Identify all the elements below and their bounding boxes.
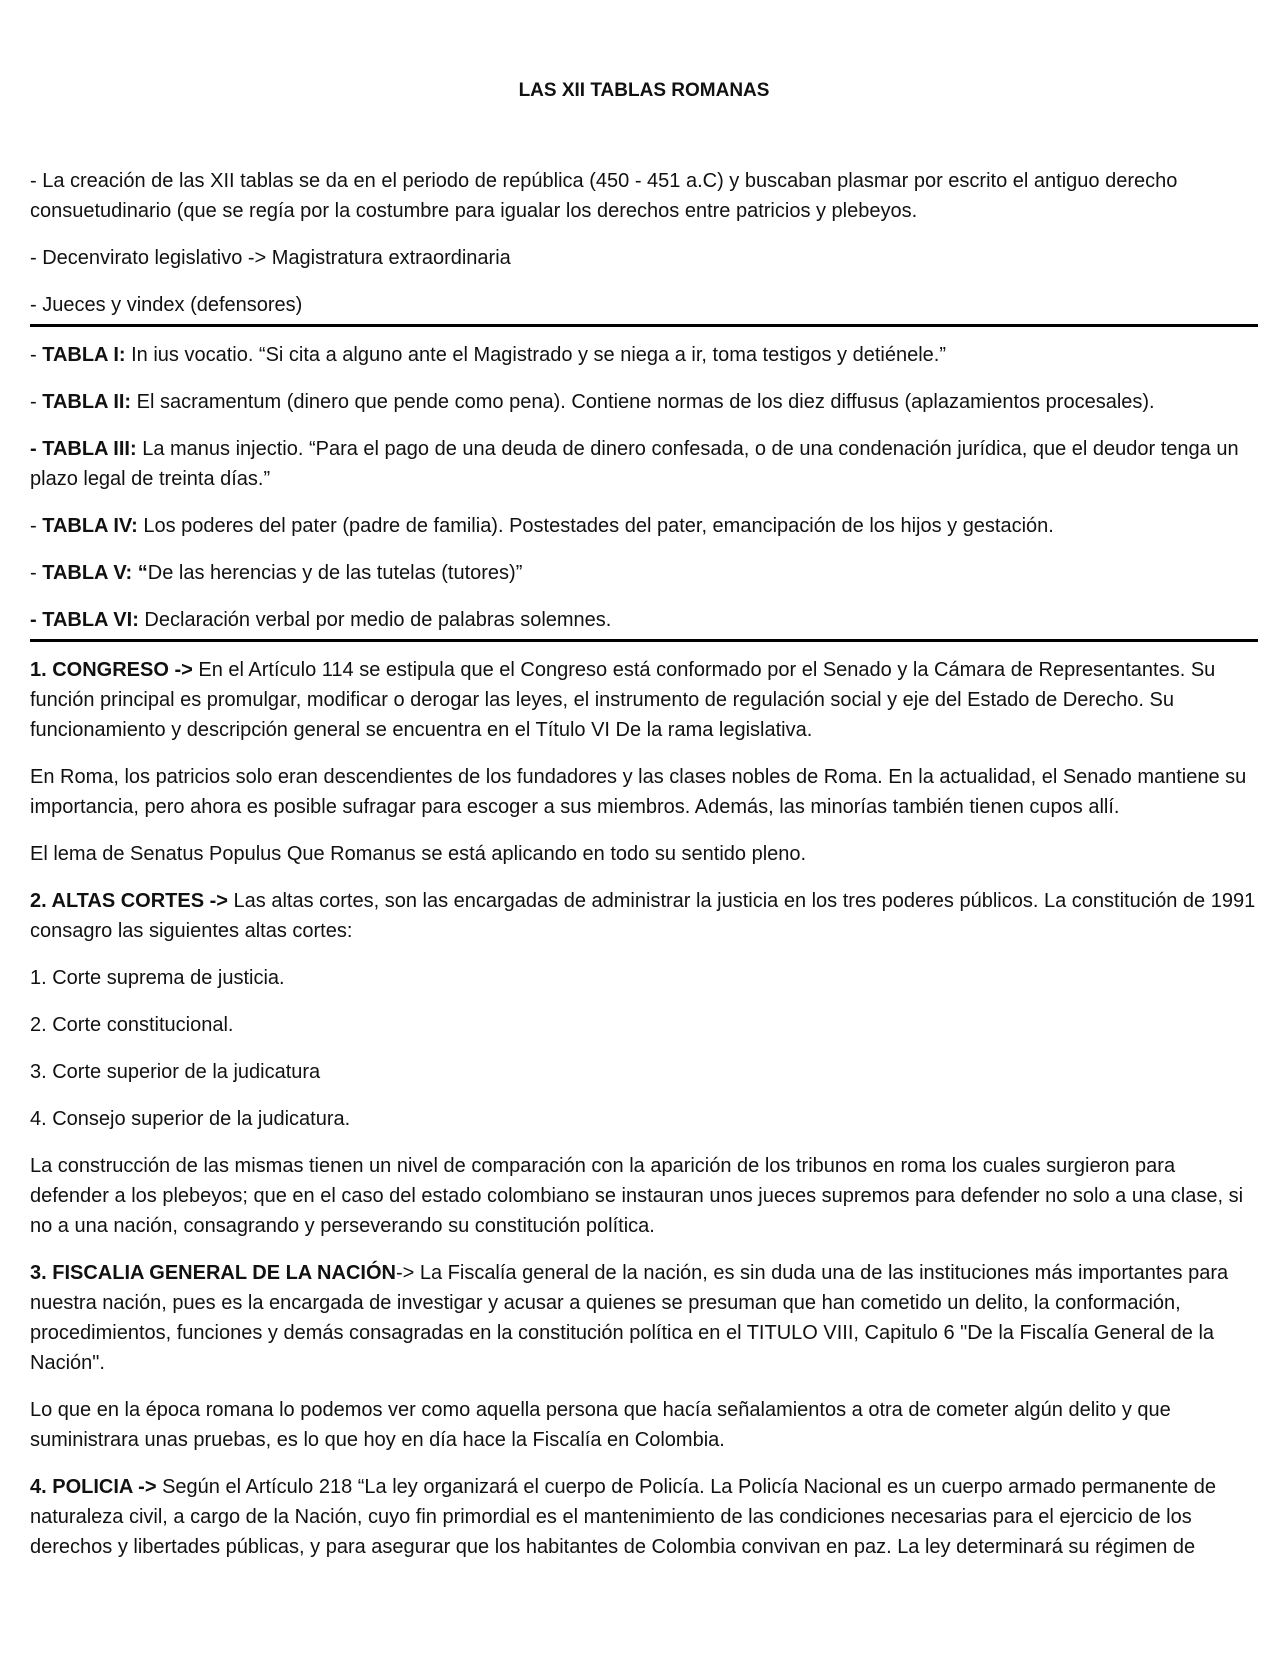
- tabla-item: - TABLA III: La manus injectio. “Para el pago de una deuda de dinero confesada, o de una condenación jurídica, que el deudor tenga un plazo legal de treinta días.”: [30, 438, 1239, 490]
- intro-paragraph: - Jueces y vindex (defensores): [30, 294, 303, 316]
- tabla-label: TABLA I:: [42, 344, 126, 366]
- congreso-paragraph-3: El lema de Senatus Populus Que Romanus se está aplicando en todo su sentido pleno.: [30, 843, 807, 865]
- tabla-label: - TABLA III:: [30, 438, 137, 460]
- list-item: 3. Corte superior de la judicatura: [30, 1061, 321, 1083]
- tabla-item: - TABLA VI: Declaración verbal por medio de palabras solemnes.: [30, 609, 612, 631]
- list-item: 1. Corte suprema de justicia.: [30, 967, 285, 989]
- section-heading: 2. ALTAS CORTES ->: [30, 890, 228, 912]
- document-title: LAS XII TABLAS ROMANAS: [518, 80, 770, 101]
- altas-cortes-paragraph-2: La construcción de las mismas tienen un nivel de comparación con la aparición de los tribunos en roma los cuales surgieron para defender a los plebeyos; que en el caso del estado colombiano se instauran unos jueces supremos para defender no solo a una clase, si no a una nación, consagrando y perseverando su constitución política.: [30, 1155, 1244, 1237]
- tabla-label: - TABLA VI:: [30, 609, 139, 631]
- intro-paragraph: - La creación de las XII tablas se da en el periodo de república (450 - 451 a.C) y buscaban plasmar por escrito el antiguo derecho consuetudinario (que se regía por la costumbre para igualar los derechos entre patricios y plebeyos.: [30, 170, 1178, 222]
- tabla-item: - TABLA I: In ius vocatio. “Si cita a alguno ante el Magistrado y se niega a ir, toma testigos y detiénele.”: [30, 344, 946, 366]
- tabla-label: TABLA V: “: [42, 562, 148, 584]
- section-heading: 1. CONGRESO ->: [30, 659, 193, 681]
- altas-cortes-paragraph: 2. ALTAS CORTES -> Las altas cortes, son las encargadas de administrar la justicia en los tres poderes públicos. La constitución de 1991 consagro las siguientes altas cortes:: [30, 890, 1256, 942]
- list-item: 2. Corte constitucional.: [30, 1014, 234, 1036]
- tabla-item: - TABLA IV: Los poderes del pater (padre de familia). Postestades del pater, emancipación de los hijos y gestación.: [30, 515, 1054, 537]
- fiscalia-paragraph: 3. FISCALIA GENERAL DE LA NACIÓN-> La Fiscalía general de la nación, es sin duda una de las instituciones más importantes para nuestra nación, pues es la encargada de investigar y acusar a quienes se presuman que han cometido un delito, la conformación, procedimientos, funciones y demás consagradas en la constitución política en el TITULO VIII, Capitulo 6 "De la Fiscalía General de la Nación".: [30, 1262, 1229, 1374]
- tabla-label: TABLA II:: [42, 391, 132, 413]
- congreso-paragraph: 1. CONGRESO -> En el Artículo 114 se estipula que el Congreso está conformado por el Senado y la Cámara de Representantes. Su función principal es promulgar, modificar o derogar las leyes, el instrumento de regulación social y eje del Estado de Derecho. Su funcionamiento y descripción general se encuentra en el Título VI De la rama legislativa.: [30, 659, 1216, 741]
- list-item: 4. Consejo superior de la judicatura.: [30, 1108, 351, 1130]
- section-divider: [30, 639, 1258, 642]
- section-heading: 4. POLICIA ->: [30, 1476, 157, 1498]
- tabla-item: - TABLA V: “De las herencias y de las tutelas (tutores)”: [30, 562, 523, 584]
- tabla-label: TABLA IV:: [42, 515, 138, 537]
- tabla-item: - TABLA II: El sacramentum (dinero que pende como pena). Contiene normas de los diez diffusus (aplazamientos procesales).: [30, 391, 1155, 413]
- section-divider: [30, 324, 1258, 327]
- fiscalia-paragraph-2: Lo que en la época romana lo podemos ver como aquella persona que hacía señalamientos a otra de cometer algún delito y que suministrara unas pruebas, es lo que hoy en día hace la Fiscalía en Colombia.: [30, 1399, 1171, 1451]
- policia-paragraph: 4. POLICIA -> Según el Artículo 218 “La ley organizará el cuerpo de Policía. La Policía Nacional es un cuerpo armado permanente de naturaleza civil, a cargo de la Nación, cuyo fin primordial es el mantenimiento de las condiciones necesarias para el ejercicio de los derechos y libertades públicas, y para asegurar que los habitantes de Colombia convivan en paz. La ley determinará su régimen de: [30, 1476, 1217, 1558]
- section-heading: 3. FISCALIA GENERAL DE LA NACIÓN: [30, 1262, 396, 1284]
- intro-paragraph: - Decenvirato legislativo -> Magistratura extraordinaria: [30, 247, 511, 269]
- congreso-paragraph-2: En Roma, los patricios solo eran descendientes de los fundadores y las clases nobles de Roma. En la actualidad, el Senado mantiene su importancia, pero ahora es posible sufragar para escoger a sus miembros. Además, las minorías también tienen cupos allí.: [30, 766, 1247, 818]
